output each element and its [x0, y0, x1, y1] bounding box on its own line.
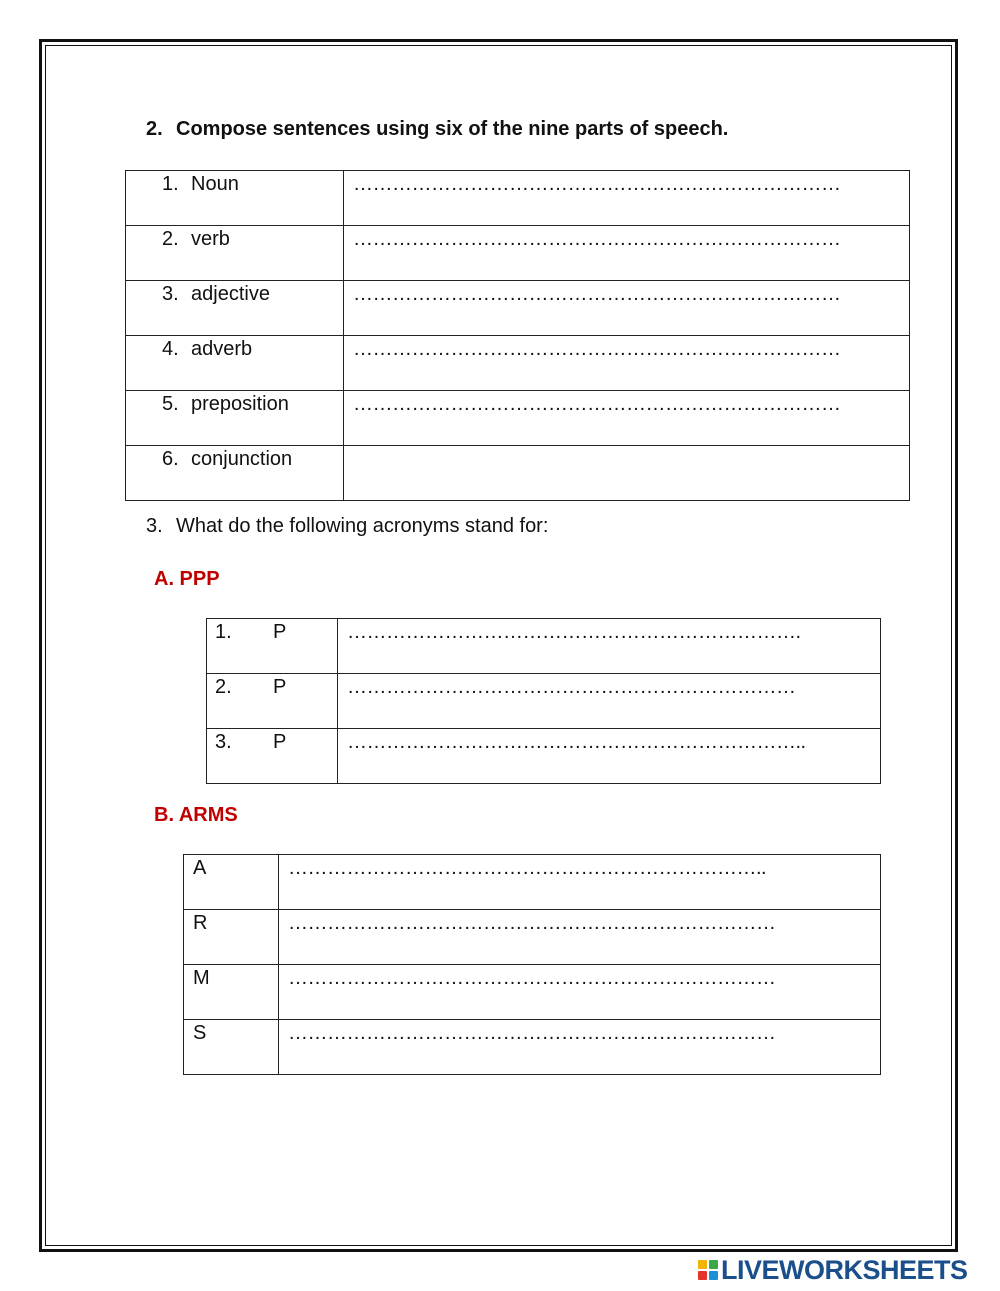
part-label: adverb — [191, 338, 253, 360]
table-row — [126, 226, 910, 281]
liveworksheets-logo[interactable] — [698, 1255, 968, 1285]
answer-blank[interactable]: ……………………………………………………………….. — [279, 855, 881, 910]
row-number: 1. — [215, 621, 232, 643]
question-3-heading — [146, 515, 548, 538]
part-label: preposition — [191, 393, 289, 415]
section-a-label: A. PPP — [154, 568, 220, 590]
logo-block-blue — [709, 1271, 718, 1280]
letter-cell — [207, 674, 338, 729]
row-number: 5. — [162, 393, 179, 415]
table-row — [184, 965, 881, 1020]
answer-blank[interactable]: ………………………………………………………………… — [344, 171, 910, 226]
letter-cell — [207, 619, 338, 674]
logo-blocks-icon — [698, 1260, 718, 1280]
acronym-letter: P — [273, 621, 287, 643]
table-row — [126, 336, 910, 391]
answer-blank[interactable]: ………………………………………………………………… — [279, 965, 881, 1020]
part-label-cell — [126, 281, 344, 336]
table-row — [126, 391, 910, 446]
table-row — [126, 171, 910, 226]
answer-blank[interactable]: …………………………………………………………….. — [338, 729, 881, 784]
arms-table — [183, 854, 881, 1075]
question-2-number: 2. — [146, 118, 163, 140]
part-label-cell — [126, 171, 344, 226]
answer-blank[interactable]: ………………………………………………………………… — [279, 1020, 881, 1075]
ppp-table — [206, 618, 881, 784]
answer-blank[interactable]: ………………………………………………………………… — [344, 226, 910, 281]
row-number: 4. — [162, 338, 179, 360]
answer-blank[interactable]: …………………………………………………………… — [338, 674, 881, 729]
answer-blank[interactable]: ……………………………………………………………. — [338, 619, 881, 674]
row-number: 2. — [162, 228, 179, 250]
logo-block-red — [698, 1271, 707, 1280]
acronym-letter: P — [273, 731, 287, 753]
logo-text: LIVEWORKSHEETS — [721, 1254, 968, 1285]
part-label-cell — [126, 446, 344, 501]
answer-blank[interactable] — [344, 446, 910, 501]
part-label-cell — [126, 226, 344, 281]
table-row — [126, 446, 910, 501]
table-row — [184, 910, 881, 965]
parts-of-speech-table — [125, 170, 910, 501]
answer-blank[interactable]: ………………………………………………………………… — [344, 391, 910, 446]
part-label-cell — [126, 391, 344, 446]
row-number: 2. — [215, 676, 232, 698]
acronym-letter: A — [184, 855, 279, 910]
acronym-letter: M — [184, 965, 279, 1020]
part-label: adjective — [191, 283, 270, 305]
table-row — [126, 281, 910, 336]
answer-blank[interactable]: ………………………………………………………………… — [279, 910, 881, 965]
row-number: 3. — [215, 731, 232, 753]
answer-blank[interactable]: ………………………………………………………………… — [344, 336, 910, 391]
question-3-number: 3. — [146, 515, 163, 537]
acronym-letter: R — [184, 910, 279, 965]
logo-block-green — [709, 1260, 718, 1269]
table-row — [184, 855, 881, 910]
table-row — [184, 1020, 881, 1075]
row-number: 6. — [162, 448, 179, 470]
question-2-text: Compose sentences using six of the nine parts of speech. — [176, 118, 729, 140]
row-number: 3. — [162, 283, 179, 305]
question-2-heading — [146, 118, 728, 141]
answer-blank[interactable]: ………………………………………………………………… — [344, 281, 910, 336]
logo-block-yellow — [698, 1260, 707, 1269]
question-3-text: What do the following acronyms stand for: — [176, 515, 549, 537]
part-label-cell — [126, 336, 344, 391]
table-row — [207, 674, 881, 729]
acronym-letter: S — [184, 1020, 279, 1075]
part-label: Noun — [191, 173, 239, 195]
row-number: 1. — [162, 173, 179, 195]
table-row — [207, 619, 881, 674]
letter-cell — [207, 729, 338, 784]
table-row — [207, 729, 881, 784]
part-label: conjunction — [191, 448, 293, 470]
section-b-label: B. ARMS — [154, 804, 238, 826]
part-label: verb — [191, 228, 230, 250]
acronym-letter: P — [273, 676, 287, 698]
